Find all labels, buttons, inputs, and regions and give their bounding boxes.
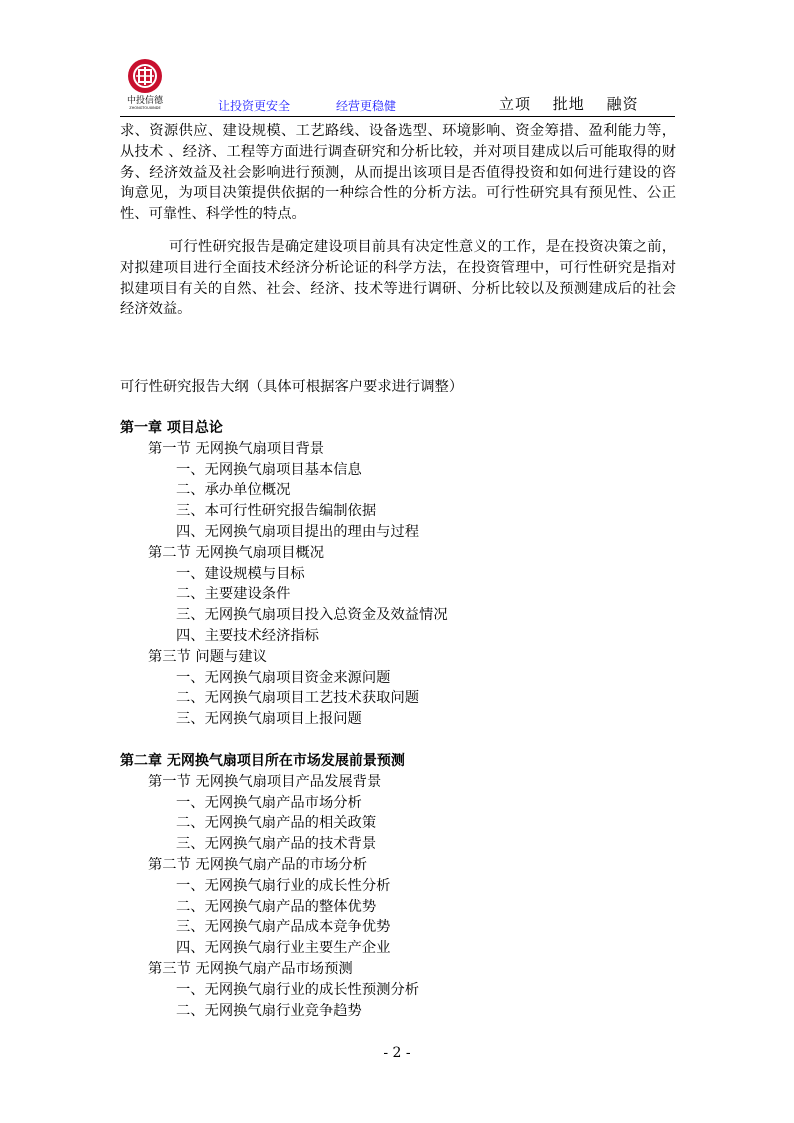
header-divider bbox=[120, 116, 675, 117]
outline-list bbox=[120, 418, 448, 1021]
subsection-item: 三、本可行性研究报告编制依据 bbox=[176, 503, 377, 520]
chapter-heading: 第二章 无网换气扇项目所在市场发展前景预测 bbox=[120, 752, 405, 769]
service-tag-approval: 立项 bbox=[499, 95, 532, 113]
slogan-stable: 经营更稳健 bbox=[336, 99, 397, 113]
section-heading: 第二节 无网换气扇产品的市场分析 bbox=[148, 856, 367, 873]
outline-title: 可行性研究报告大纲（具体可根据客户要求进行调整） bbox=[120, 379, 464, 395]
service-tag-finance: 融资 bbox=[606, 95, 639, 113]
subsection-item: 四、无网换气扇行业主要生产企业 bbox=[176, 940, 391, 957]
subsection-item: 一、无网换气扇项目资金来源问题 bbox=[176, 669, 391, 686]
paragraph-2: 可行性研究报告是确定建设项目前具有决定性意义的工作，是在投资决策之前，对拟建项目进行全面技术经济分析论证的科学方法，在投资管理中，可行性研究是指对拟建项目有关的自然、社会、经济、技术等进行调研、分析比较以及预测建成后的社会经济效益。 bbox=[120, 239, 676, 318]
subsection-item: 一、建设规模与目标 bbox=[176, 565, 305, 582]
section-heading: 第一节 无网换气扇项目产品发展背景 bbox=[148, 773, 382, 790]
subsection-item: 一、无网换气扇项目基本信息 bbox=[176, 461, 362, 478]
page-number: - 2 - bbox=[383, 1045, 411, 1061]
subsection-item: 二、无网换气扇项目工艺技术获取问题 bbox=[176, 690, 420, 707]
company-logo bbox=[120, 56, 170, 110]
slogan-safe: 让投资更安全 bbox=[218, 99, 291, 113]
subsection-item: 二、无网换气扇行业竞争趋势 bbox=[176, 1002, 362, 1019]
subsection-item: 一、无网换气扇产品市场分析 bbox=[176, 794, 362, 811]
svg-text:中投信德: 中投信德 bbox=[126, 96, 164, 106]
subsection-item: 二、无网换气扇产品的相关政策 bbox=[176, 815, 377, 832]
subsection-item: 三、无网换气扇产品成本竞争优势 bbox=[176, 919, 391, 936]
outline-spacer bbox=[120, 730, 448, 751]
svg-text:ZHONGTOUXINDE: ZHONGTOUXINDE bbox=[129, 106, 161, 110]
section-heading: 第一节 无网换气扇项目背景 bbox=[148, 440, 325, 457]
service-tags bbox=[499, 93, 655, 114]
subsection-item: 三、无网换气扇项目投入总资金及效益情况 bbox=[176, 607, 448, 624]
section-heading: 第三节 问题与建议 bbox=[148, 648, 267, 665]
subsection-item: 二、无网换气扇产品的整体优势 bbox=[176, 898, 377, 915]
service-tag-land: 批地 bbox=[552, 95, 585, 113]
subsection-item: 一、无网换气扇行业的成长性预测分析 bbox=[176, 981, 420, 998]
subsection-item: 三、无网换气扇产品的技术背景 bbox=[176, 836, 377, 853]
paragraph-1: 求、资源供应、建设规模、工艺路线、设备选型、环境影响、资金筹措、盈利能力等，从技术 、经济、工程等方面进行调查研究和分析比较，并对项目建成以后可能取得的财务、经济效益及社会影响进行预测，从而提出该项目是否值得投资和如何进行建设的咨询意见，为项目决策提供依据的一种综合性的分析方法。可行性研究具有预见性、公正性、可靠性、科学性的特点。 bbox=[120, 123, 676, 223]
subsection-item: 四、无网换气扇项目提出的理由与过程 bbox=[176, 523, 420, 540]
subsection-item: 二、承办单位概况 bbox=[176, 482, 291, 499]
subsection-item: 四、主要技术经济指标 bbox=[176, 627, 319, 644]
section-heading: 第三节 无网换气扇产品市场预测 bbox=[148, 960, 353, 977]
section-heading: 第二节 无网换气扇项目概况 bbox=[148, 544, 325, 561]
subsection-item: 三、无网换气扇项目上报问题 bbox=[176, 711, 362, 728]
subsection-item: 二、主要建设条件 bbox=[176, 586, 291, 603]
subsection-item: 一、无网换气扇行业的成长性分析 bbox=[176, 877, 391, 894]
chapter-heading: 第一章 项目总论 bbox=[120, 420, 223, 436]
